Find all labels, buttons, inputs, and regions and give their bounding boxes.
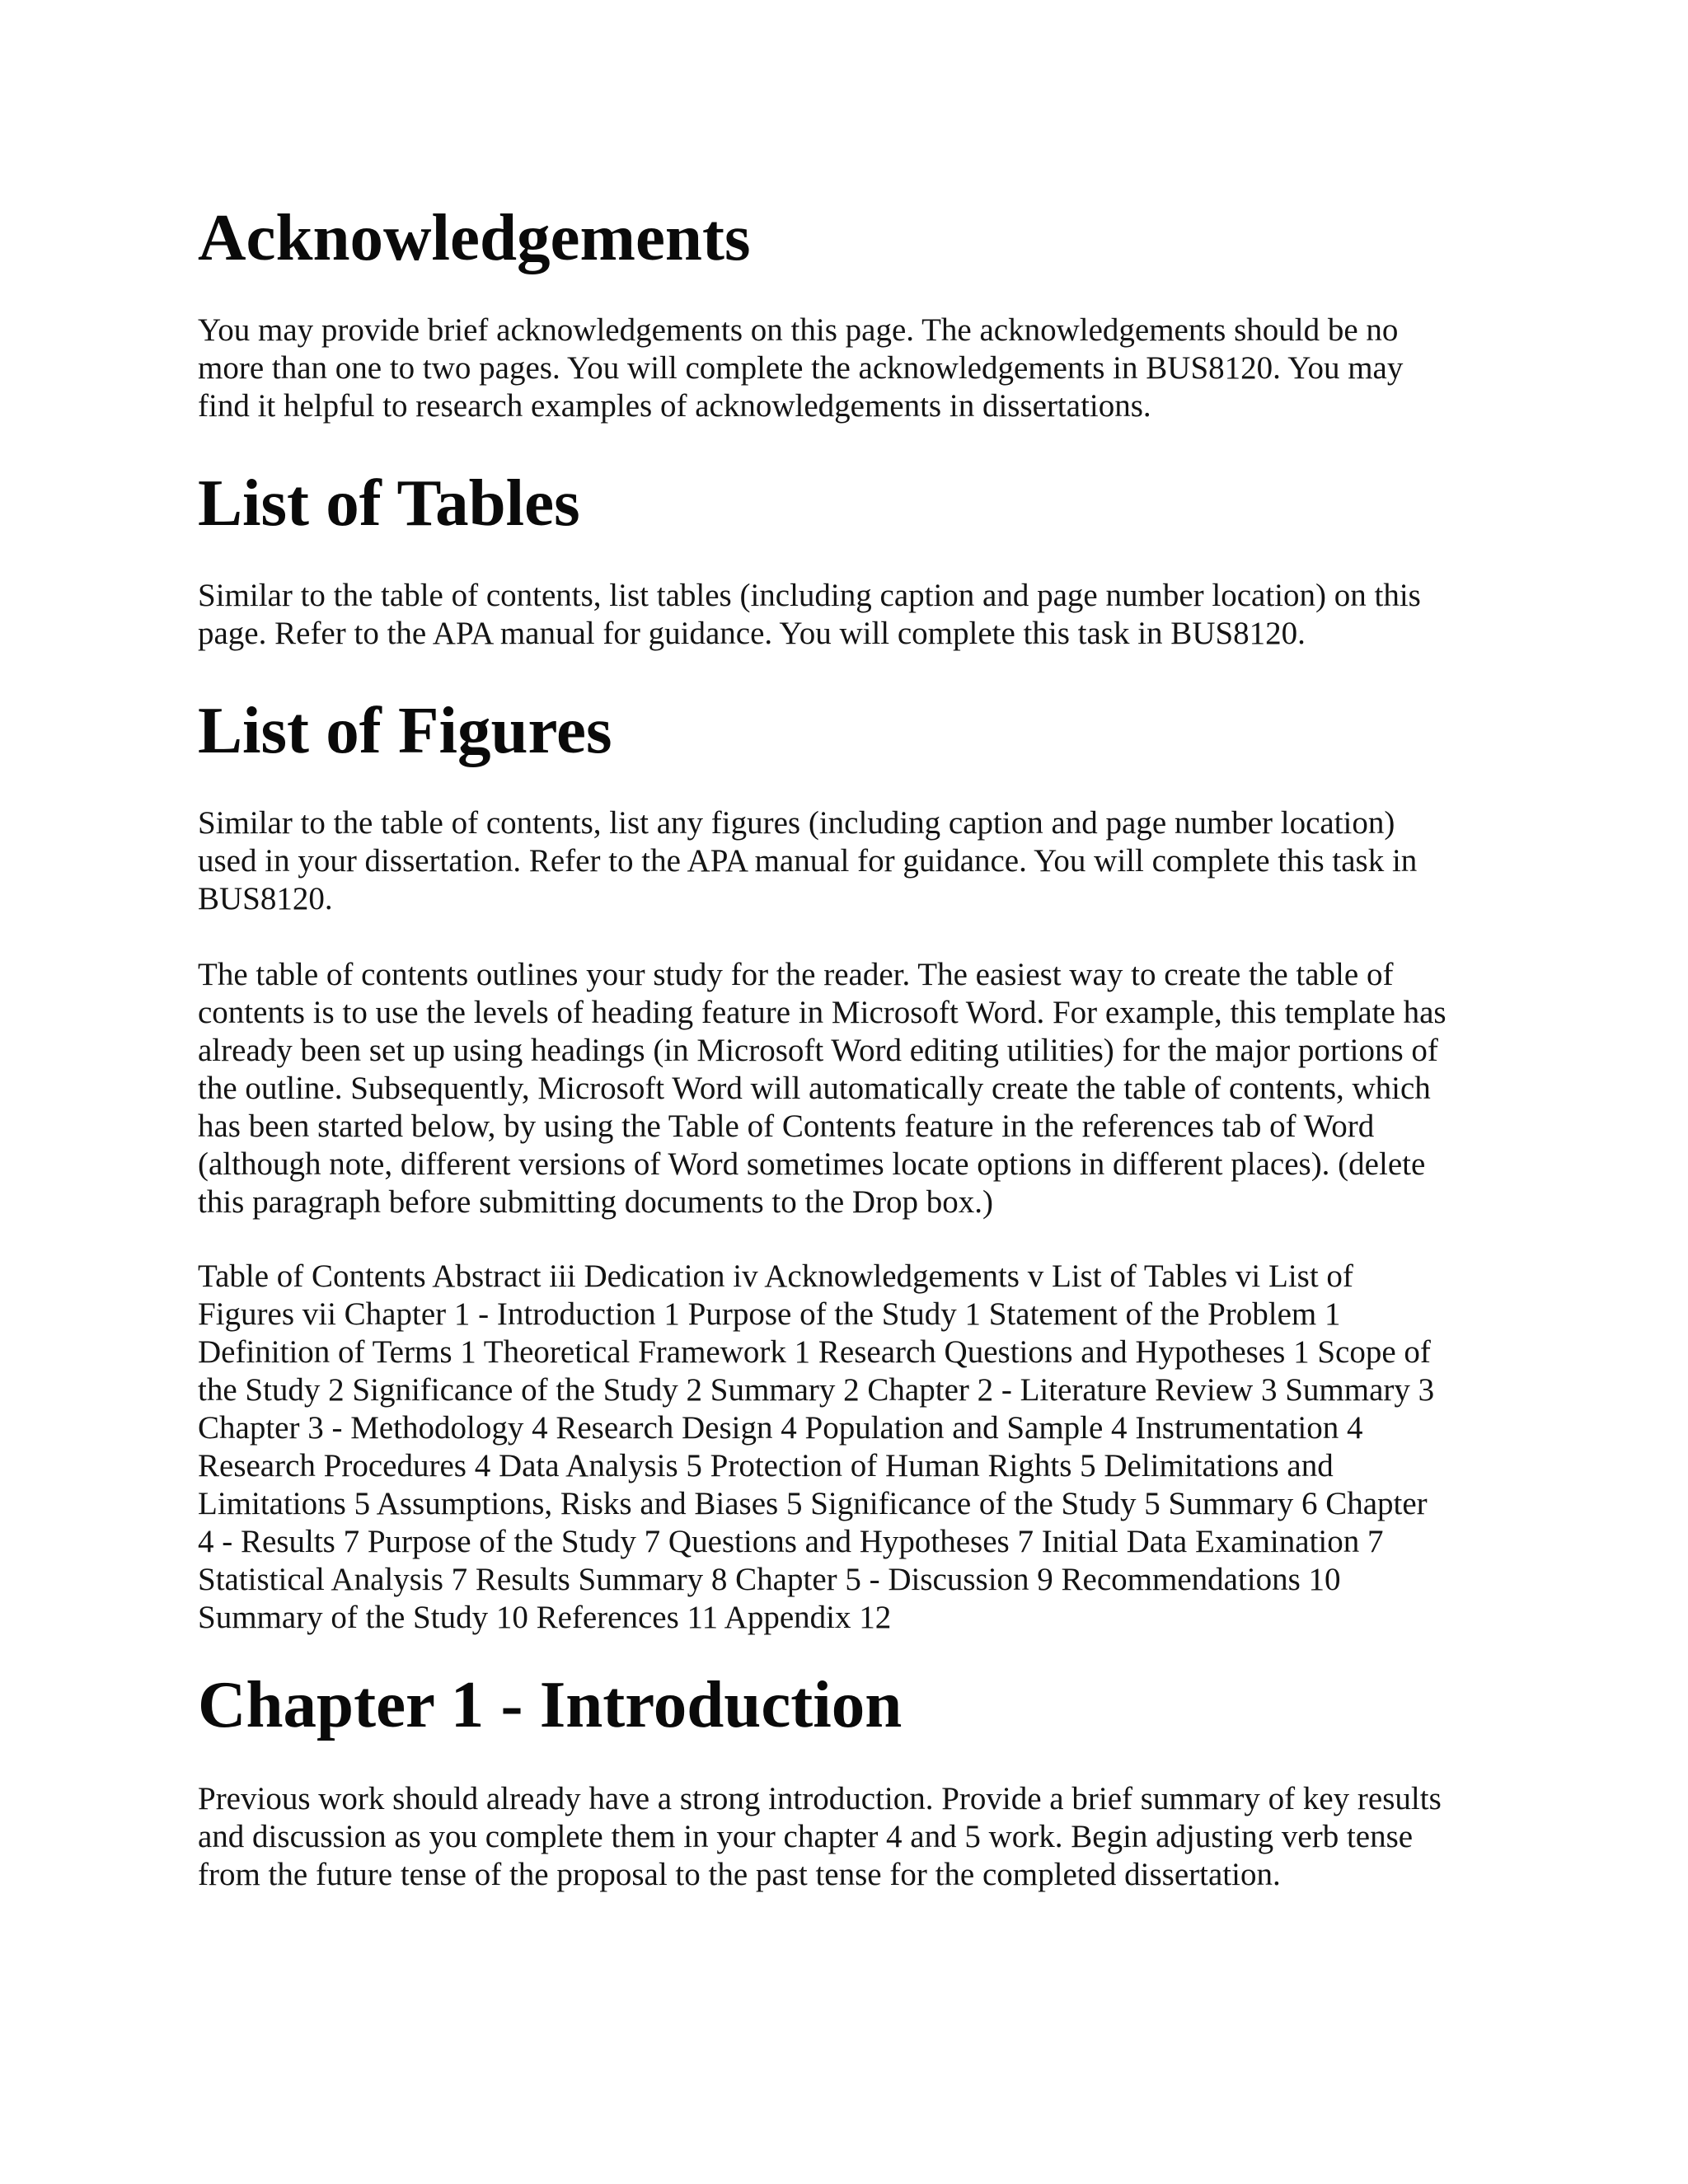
- paragraph-line: Similar to the table of contents, list tables (including caption and page number location) on this: [198, 578, 1421, 613]
- paragraph-line: You may provide brief acknowledgements on this page. The acknowledgements should be no: [198, 312, 1399, 348]
- toc-line: 4 - Results 7 Purpose of the Study 7 Questions and Hypotheses 7 Initial Data Examination 7: [198, 1524, 1384, 1559]
- toc-line: Research Procedures 4 Data Analysis 5 Protection of Human Rights 5 Delimitations and: [198, 1448, 1334, 1483]
- list-of-tables-heading: List of Tables: [198, 466, 580, 540]
- toc-line: Table of Contents Abstract iii Dedication iv Acknowledgements v List of Tables vi List of: [198, 1258, 1353, 1294]
- paragraph-line: from the future tense of the proposal to the past tense for the completed dissertation.: [198, 1857, 1281, 1892]
- paragraph-line: and discussion as you complete them in your chapter 4 and 5 work. Begin adjusting verb tense: [198, 1819, 1414, 1854]
- chapter1-paragraph: [198, 1780, 1500, 1894]
- paragraph-line: more than one to two pages. You will complete the acknowledgements in BUS8120. You may: [198, 350, 1404, 386]
- toc-line: the Study 2 Significance of the Study 2 Summary 2 Chapter 2 - Literature Review 3 Summary 3: [198, 1372, 1435, 1408]
- acknowledgements-heading: Acknowledgements: [198, 200, 751, 274]
- acknowledgements-paragraph: [198, 312, 1500, 425]
- paragraph-line: Similar to the table of contents, list any figures (including caption and page number location): [198, 805, 1395, 841]
- table-of-contents-text: [198, 1258, 1500, 1637]
- list-of-figures-heading: List of Figures: [198, 693, 612, 767]
- paragraph-line: page. Refer to the APA manual for guidance. You will complete this task in BUS8120.: [198, 616, 1306, 651]
- paragraph-line: (although note, different versions of Word sometimes locate options in different places). (delete: [198, 1146, 1426, 1182]
- toc-line: Summary of the Study 10 References 11 Appendix 12: [198, 1600, 892, 1635]
- toc-line: Figures vii Chapter 1 - Introduction 1 Purpose of the Study 1 Statement of the Problem 1: [198, 1296, 1341, 1332]
- paragraph-line: the outline. Subsequently, Microsoft Word will automatically create the table of contents, which: [198, 1071, 1431, 1106]
- toc-line: Chapter 3 - Methodology 4 Research Design 4 Population and Sample 4 Instrumentation 4: [198, 1410, 1363, 1446]
- list-of-tables-paragraph: [198, 577, 1500, 653]
- paragraph-line: has been started below, by using the Table of Contents feature in the references tab of Word: [198, 1108, 1375, 1144]
- toc-instructions-paragraph: [198, 956, 1500, 1221]
- paragraph-line: contents is to use the levels of heading feature in Microsoft Word. For example, this template has: [198, 995, 1447, 1030]
- toc-line: Definition of Terms 1 Theoretical Framework 1 Research Questions and Hypotheses 1 Scope of: [198, 1334, 1431, 1370]
- toc-line: Statistical Analysis 7 Results Summary 8 Chapter 5 - Discussion 9 Recommendations 10: [198, 1562, 1341, 1597]
- paragraph-line: already been set up using headings (in Microsoft Word editing utilities) for the major portions of: [198, 1033, 1438, 1068]
- list-of-figures-paragraph: [198, 804, 1500, 918]
- paragraph-line: Previous work should already have a strong introduction. Provide a brief summary of key results: [198, 1781, 1442, 1816]
- paragraph-line: The table of contents outlines your study for the reader. The easiest way to create the table of: [198, 957, 1394, 992]
- toc-line: Limitations 5 Assumptions, Risks and Biases 5 Significance of the Study 5 Summary 6 Chapter: [198, 1486, 1428, 1521]
- paragraph-line: used in your dissertation. Refer to the APA manual for guidance. You will complete this task in: [198, 843, 1418, 879]
- paragraph-line: find it helpful to research examples of acknowledgements in dissertations.: [198, 388, 1151, 424]
- paragraph-line: BUS8120.: [198, 881, 333, 916]
- paragraph-line: this paragraph before submitting documents to the Drop box.): [198, 1184, 994, 1220]
- chapter1-heading: Chapter 1 - Introduction: [198, 1667, 903, 1741]
